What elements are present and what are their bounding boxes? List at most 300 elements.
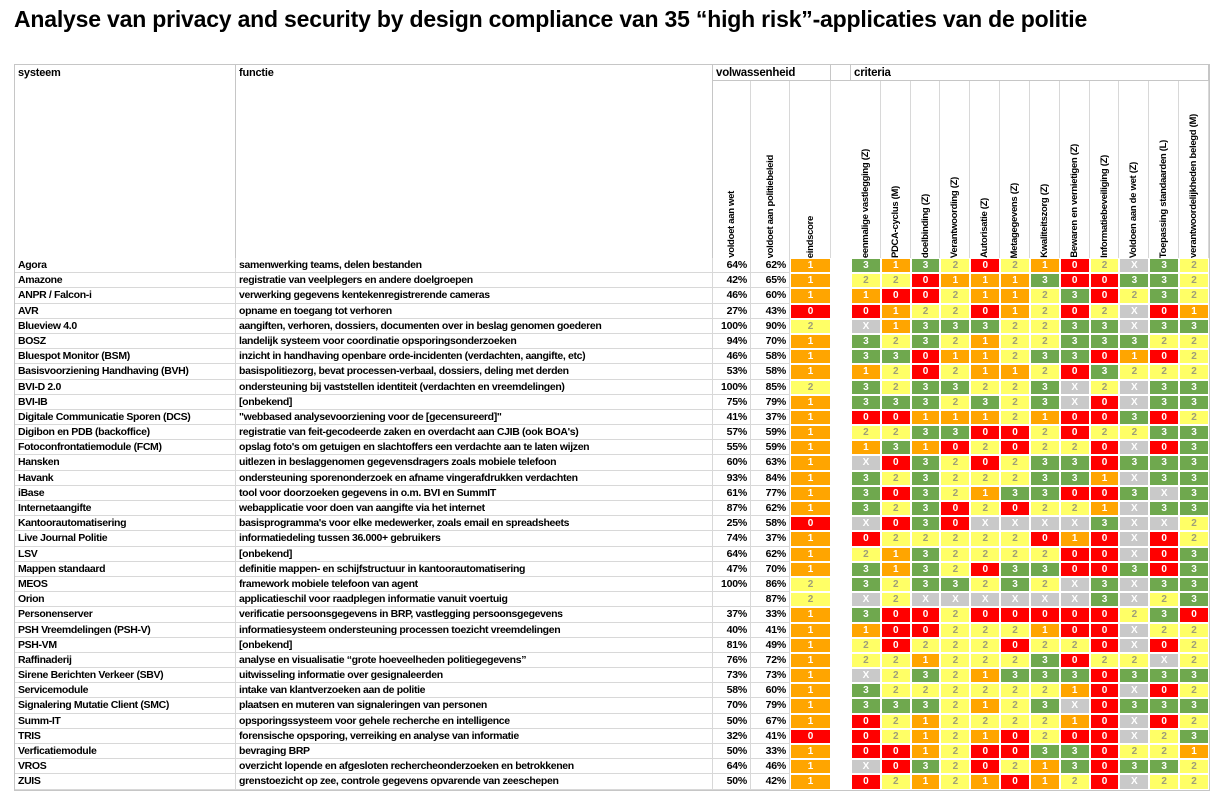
criteria-score-cell: 1 (970, 698, 1000, 713)
criteria-score-cell: 0 (851, 744, 881, 759)
criteria-score-cell: 0 (1090, 349, 1120, 364)
criteria-score-cell: 3 (1119, 273, 1149, 288)
criteria-score-cell: X (1149, 653, 1179, 668)
table-row (15, 531, 1209, 546)
criteria-score-cell: 2 (940, 471, 970, 486)
criteria-score-cell: 2 (1030, 714, 1060, 729)
voldoet-aan-politiebeleid-cell: 41% (751, 623, 790, 638)
criteria-score-cell: 2 (1030, 334, 1060, 349)
criteria-score-cell: 0 (970, 304, 1000, 319)
header-criterium-7 (1030, 81, 1060, 258)
systeem-cell: Hansken (15, 455, 236, 470)
criteria-score-cell: 0 (970, 562, 1000, 577)
criteria-score-cell: 2 (1000, 759, 1030, 774)
voldoet-aan-politiebeleid-cell: 62% (751, 547, 790, 562)
functie-cell: uitlezen in beslaggenomen gegevensdragers zoals mobiele telefoon (236, 455, 713, 470)
criteria-score-cell: X (1060, 577, 1090, 592)
gap-cell (831, 714, 851, 729)
criteria-score-cell: 2 (940, 653, 970, 668)
criteria-score-cell: 2 (1149, 774, 1179, 789)
criteria-score-cell: 2 (970, 683, 1000, 698)
criteria-score-cell: 2 (1179, 653, 1209, 668)
gap-cell (831, 319, 851, 334)
gap-cell (831, 759, 851, 774)
criteria-score-cell: 0 (1060, 547, 1090, 562)
criteria-score-cell: 0 (1000, 729, 1030, 744)
criteria-score-cell: 2 (851, 547, 881, 562)
criteria-score-cell: 0 (1060, 364, 1090, 379)
criteria-score-cell: 3 (1000, 668, 1030, 683)
criteria-score-cell: 2 (1149, 729, 1179, 744)
criteria-score-cell: 0 (1090, 774, 1120, 789)
criteria-score-cell: 3 (1119, 668, 1149, 683)
criteria-score-cell: 3 (1060, 471, 1090, 486)
criteria-score-cell: X (1119, 395, 1149, 410)
criteria-score-cell: 3 (1149, 319, 1179, 334)
criteria-score-cell: 2 (881, 273, 911, 288)
voldoet-aan-politiebeleid-cell: 90% (751, 319, 790, 334)
criteria-score-cell: 2 (970, 714, 1000, 729)
criteria-score-cell: 3 (1119, 698, 1149, 713)
table-row (15, 759, 1209, 774)
voldoet-aan-politiebeleid-cell: 42% (751, 774, 790, 789)
criteria-score-cell: 3 (1149, 698, 1179, 713)
voldoet-aan-wet-cell: 76% (713, 653, 751, 668)
criteria-score-cell: 0 (1030, 607, 1060, 622)
criteria-score-cell: 3 (851, 334, 881, 349)
criteria-score-cell: 2 (1000, 334, 1030, 349)
criteria-score-cell: 0 (1060, 425, 1090, 440)
criteria-score-cell: 2 (1060, 774, 1090, 789)
voldoet-aan-wet-cell: 50% (713, 774, 751, 789)
header-voldoet-aan-wet (713, 81, 751, 258)
criteria-score-cell: 1 (911, 410, 941, 425)
voldoet-aan-wet-cell: 70% (713, 698, 751, 713)
criteria-score-cell: X (1119, 304, 1149, 319)
criteria-score-cell: 1 (881, 319, 911, 334)
rotated-label: eindscore (804, 215, 816, 258)
criteria-score-cell: 3 (1119, 334, 1149, 349)
criteria-score-cell: 2 (1179, 774, 1209, 789)
criteria-score-cell: 2 (1149, 623, 1179, 638)
criteria-score-cell: 2 (970, 501, 1000, 516)
criteria-score-cell: 2 (911, 304, 941, 319)
criteria-score-cell: 1 (1000, 304, 1030, 319)
systeem-cell: ZUIS (15, 774, 236, 789)
functie-cell: ondersteuning sporenonderzoek en afname vingerafdrukken verdachten (236, 471, 713, 486)
criteria-score-cell: 0 (1090, 440, 1120, 455)
voldoet-aan-politiebeleid-cell: 43% (751, 304, 790, 319)
criteria-score-cell: 2 (1030, 364, 1060, 379)
criteria-score-cell: 3 (1090, 364, 1120, 379)
criteria-score-cell: 2 (1000, 698, 1030, 713)
voldoet-aan-wet-cell: 50% (713, 714, 751, 729)
eindscore-cell: 1 (790, 653, 831, 668)
gap-cell (831, 516, 851, 531)
criteria-score-cell: X (1030, 592, 1060, 607)
criteria-score-cell: 0 (1090, 759, 1120, 774)
criteria-score-cell: 3 (1090, 592, 1120, 607)
criteria-score-cell: 3 (1149, 273, 1179, 288)
criteria-score-cell: 0 (1000, 440, 1030, 455)
gap-cell (831, 501, 851, 516)
criteria-score-cell: 2 (1060, 440, 1090, 455)
gap-cell (831, 577, 851, 592)
table-row (15, 258, 1209, 273)
criteria-score-cell: 3 (1030, 668, 1060, 683)
criteria-score-cell: 2 (1000, 714, 1030, 729)
criteria-score-cell: 2 (1030, 440, 1060, 455)
functie-cell: overzicht lopende en afgesloten rechercheonderzoeken en betrokkenen (236, 759, 713, 774)
criteria-score-cell: 2 (940, 623, 970, 638)
criteria-score-cell: 2 (970, 547, 1000, 562)
systeem-cell: Raffinaderij (15, 653, 236, 668)
functie-cell: inzicht in handhaving openbare orde-incidenten (verdachten, aangifte, etc) (236, 349, 713, 364)
functie-cell: definitie mappen- en schijfstructuur in kantoorautomatisering (236, 562, 713, 577)
criteria-score-cell: 2 (1000, 547, 1030, 562)
voldoet-aan-politiebeleid-cell: 58% (751, 364, 790, 379)
eindscore-cell: 1 (790, 334, 831, 349)
criteria-score-cell: 2 (881, 729, 911, 744)
rotated-label: doelbinding (Z) (919, 193, 931, 258)
functie-cell: samenwerking teams, delen bestanden (236, 258, 713, 273)
table-row (15, 410, 1209, 425)
criteria-score-cell: 0 (851, 729, 881, 744)
criteria-score-cell: 1 (1060, 531, 1090, 546)
table-row (15, 668, 1209, 683)
voldoet-aan-wet-cell: 94% (713, 334, 751, 349)
header-group-volwassenheid (713, 65, 831, 258)
criteria-score-cell: 0 (881, 486, 911, 501)
criteria-score-cell: 2 (881, 471, 911, 486)
criteria-score-cell: 2 (1000, 455, 1030, 470)
criteria-score-cell: 2 (940, 486, 970, 501)
criteria-score-cell: 3 (1149, 471, 1179, 486)
eindscore-cell: 1 (790, 668, 831, 683)
criteria-score-cell: X (1119, 729, 1149, 744)
table-row (15, 547, 1209, 562)
criteria-score-cell: 3 (851, 380, 881, 395)
criteria-score-cell: 3 (911, 471, 941, 486)
criteria-score-cell: 1 (1030, 623, 1060, 638)
criteria-score-cell: 1 (970, 410, 1000, 425)
criteria-score-cell: 0 (970, 759, 1000, 774)
criteria-score-cell: 2 (1000, 395, 1030, 410)
criteria-score-cell: 3 (1149, 668, 1179, 683)
criteria-score-cell: 2 (881, 683, 911, 698)
criteria-score-cell: 3 (1060, 455, 1090, 470)
criteria-score-cell: 2 (881, 364, 911, 379)
systeem-cell: Agora (15, 258, 236, 273)
eindscore-cell: 2 (790, 592, 831, 607)
criteria-score-cell: 3 (1030, 653, 1060, 668)
criteria-score-cell: 3 (1030, 455, 1060, 470)
criteria-score-cell: X (1119, 471, 1149, 486)
criteria-score-cell: 0 (1090, 455, 1120, 470)
voldoet-aan-politiebeleid-cell: 85% (751, 380, 790, 395)
header-volwassenheid-label: volwassenheid (713, 65, 831, 81)
criteria-score-cell: 2 (911, 531, 941, 546)
criteria-score-cell: 2 (1000, 258, 1030, 273)
criteria-score-cell: X (1060, 380, 1090, 395)
criteria-score-cell: 1 (940, 410, 970, 425)
gap-label-cell (831, 65, 851, 81)
functie-cell: opname en toegang tot verhoren (236, 304, 713, 319)
criteria-score-cell: 3 (1149, 455, 1179, 470)
criteria-score-cell: 1 (881, 562, 911, 577)
header-functie: functie (236, 65, 713, 258)
criteria-score-cell: 3 (1179, 471, 1209, 486)
voldoet-aan-politiebeleid-cell: 60% (751, 288, 790, 303)
criteria-score-cell: 3 (881, 395, 911, 410)
criteria-score-cell: 2 (1179, 273, 1209, 288)
criteria-score-cell: 0 (1149, 531, 1179, 546)
eindscore-cell: 1 (790, 683, 831, 698)
header-criterium-6 (1000, 81, 1030, 258)
criteria-score-cell: 0 (1090, 683, 1120, 698)
systeem-cell: Internetaangifte (15, 501, 236, 516)
criteria-score-cell: 1 (1060, 683, 1090, 698)
criteria-score-cell: 2 (1030, 683, 1060, 698)
criteria-score-cell: 1 (1000, 288, 1030, 303)
criteria-score-cell: 2 (1179, 349, 1209, 364)
voldoet-aan-politiebeleid-cell: 67% (751, 714, 790, 729)
criteria-score-cell: 0 (911, 607, 941, 622)
criteria-score-cell: 3 (1030, 380, 1060, 395)
table-row (15, 683, 1209, 698)
criteria-score-cell: X (851, 455, 881, 470)
criteria-score-cell: X (1119, 714, 1149, 729)
criteria-score-cell: 2 (1119, 653, 1149, 668)
criteria-score-cell: 2 (851, 653, 881, 668)
criteria-score-cell: 3 (851, 258, 881, 273)
criteria-score-cell: 0 (1000, 425, 1030, 440)
criteria-score-cell: 1 (940, 273, 970, 288)
criteria-score-cell: 1 (911, 774, 941, 789)
table-row (15, 319, 1209, 334)
criteria-score-cell: 0 (881, 623, 911, 638)
criteria-score-cell: 2 (1030, 304, 1060, 319)
systeem-cell: Blueview 4.0 (15, 319, 236, 334)
functie-cell: aangiften, verhoren, dossiers, documenten over in beslag genomen goederen (236, 319, 713, 334)
criteria-score-cell: 0 (1179, 607, 1209, 622)
voldoet-aan-politiebeleid-cell: 59% (751, 425, 790, 440)
criteria-score-cell: 0 (1090, 410, 1120, 425)
criteria-score-cell: 2 (1179, 759, 1209, 774)
criteria-score-cell: 3 (911, 319, 941, 334)
gap-cell (831, 744, 851, 759)
criteria-score-cell: 3 (1060, 288, 1090, 303)
criteria-score-cell: 2 (1000, 653, 1030, 668)
criteria-score-cell: 1 (911, 440, 941, 455)
voldoet-aan-wet-cell: 46% (713, 349, 751, 364)
criteria-score-cell: 2 (970, 653, 1000, 668)
criteria-score-cell: 2 (1179, 638, 1209, 653)
gap-cell (831, 638, 851, 653)
rotated-label: Voldoen aan de wet (Z) (1128, 161, 1140, 258)
criteria-score-cell: 2 (1179, 714, 1209, 729)
criteria-score-cell: X (1119, 319, 1149, 334)
criteria-score-cell: 2 (940, 455, 970, 470)
gap-cell (831, 273, 851, 288)
voldoet-aan-wet-cell: 37% (713, 607, 751, 622)
criteria-score-cell: 2 (940, 334, 970, 349)
criteria-score-cell: 1 (970, 349, 1000, 364)
criteria-score-cell: 2 (940, 759, 970, 774)
criteria-score-cell: 1 (970, 288, 1000, 303)
criteria-score-cell: X (1119, 774, 1149, 789)
voldoet-aan-wet-cell: 57% (713, 425, 751, 440)
table-row (15, 516, 1209, 531)
criteria-score-cell: 3 (1030, 562, 1060, 577)
header-eindscore (790, 81, 831, 258)
criteria-score-cell: 2 (1000, 349, 1030, 364)
criteria-score-cell: 3 (851, 471, 881, 486)
gap-cell (831, 683, 851, 698)
eindscore-cell: 1 (790, 698, 831, 713)
voldoet-aan-politiebeleid-cell: 49% (751, 638, 790, 653)
functie-cell: applicatieschil voor raadplegen informatie vanuit voertuig (236, 592, 713, 607)
criteria-score-cell: 2 (970, 531, 1000, 546)
criteria-score-cell: 1 (851, 364, 881, 379)
criteria-score-cell: 0 (1090, 562, 1120, 577)
criteria-score-cell: 0 (1060, 486, 1090, 501)
voldoet-aan-wet-cell: 64% (713, 258, 751, 273)
criteria-score-cell: 2 (1149, 744, 1179, 759)
criteria-score-cell: X (1119, 683, 1149, 698)
systeem-cell: MEOS (15, 577, 236, 592)
eindscore-cell: 1 (790, 774, 831, 789)
voldoet-aan-wet-cell: 40% (713, 623, 751, 638)
voldoet-aan-wet-cell: 61% (713, 486, 751, 501)
eindscore-cell: 1 (790, 547, 831, 562)
voldoet-aan-politiebeleid-cell: 79% (751, 395, 790, 410)
table-row (15, 395, 1209, 410)
criteria-score-cell: 3 (1149, 577, 1179, 592)
criteria-score-cell: 2 (1030, 425, 1060, 440)
criteria-score-cell: 0 (1060, 304, 1090, 319)
criteria-score-cell: 0 (881, 410, 911, 425)
criteria-score-cell: 0 (970, 258, 1000, 273)
functie-cell: "webbased analysevoorziening voor de [gecensureerd]" (236, 410, 713, 425)
gap-cell (831, 471, 851, 486)
criteria-score-cell: 1 (911, 729, 941, 744)
functie-cell: opslag foto's om getuigen en slachtoffers een verdachte aan te laten wijzen (236, 440, 713, 455)
criteria-score-cell: 0 (881, 638, 911, 653)
criteria-score-cell: 0 (1060, 729, 1090, 744)
table-row (15, 425, 1209, 440)
criteria-score-cell: 3 (940, 577, 970, 592)
table-row (15, 729, 1209, 744)
criteria-score-cell: X (1119, 380, 1149, 395)
voldoet-aan-wet-cell: 58% (713, 683, 751, 698)
functie-cell: ondersteuning bij vaststellen identiteit (verdachten en vreemdelingen) (236, 380, 713, 395)
criteria-score-cell: 2 (881, 668, 911, 683)
functie-cell: grenstoezicht op zee, controle gegevens opvarende van zeeschepen (236, 774, 713, 789)
voldoet-aan-wet-cell: 50% (713, 744, 751, 759)
eindscore-cell: 2 (790, 380, 831, 395)
criteria-score-cell: 1 (970, 729, 1000, 744)
criteria-score-cell: 2 (970, 638, 1000, 653)
functie-cell: informatiedeling tussen 36.000+ gebruikers (236, 531, 713, 546)
criteria-score-cell: 3 (1179, 668, 1209, 683)
criteria-score-cell: 0 (911, 288, 941, 303)
voldoet-aan-politiebeleid-cell: 87% (751, 592, 790, 607)
criteria-score-cell: 2 (940, 668, 970, 683)
criteria-score-cell: 2 (1149, 592, 1179, 607)
criteria-score-cell: 2 (940, 395, 970, 410)
criteria-score-cell: X (970, 592, 1000, 607)
criteria-score-cell: 2 (1060, 501, 1090, 516)
criteria-score-cell: 2 (881, 774, 911, 789)
criteria-score-cell: 2 (1000, 380, 1030, 395)
criteria-score-cell: 2 (881, 653, 911, 668)
criteria-score-cell: 3 (1000, 577, 1030, 592)
functie-cell: opsporingssysteem voor gehele recherche en intelligence (236, 714, 713, 729)
criteria-score-cell: X (940, 592, 970, 607)
criteria-score-cell: 2 (851, 425, 881, 440)
criteria-score-cell: 3 (1179, 547, 1209, 562)
systeem-cell: PSH Vreemdelingen (PSH-V) (15, 623, 236, 638)
criteria-score-cell: 2 (940, 729, 970, 744)
criteria-score-cell: 1 (940, 349, 970, 364)
criteria-score-cell: 0 (1149, 638, 1179, 653)
gap-cell (831, 592, 851, 607)
rotated-label: Metagegevens (Z) (1009, 182, 1021, 258)
criteria-score-cell: 0 (1149, 410, 1179, 425)
voldoet-aan-politiebeleid-cell: 59% (751, 440, 790, 455)
criteria-score-cell: 1 (911, 744, 941, 759)
criteria-score-cell: 2 (1149, 364, 1179, 379)
criteria-score-cell: 3 (1119, 759, 1149, 774)
table-row (15, 486, 1209, 501)
criteria-score-cell: 0 (881, 455, 911, 470)
criteria-score-cell: 2 (1090, 304, 1120, 319)
criteria-score-cell: 1 (970, 774, 1000, 789)
criteria-score-cell: 2 (970, 471, 1000, 486)
eindscore-cell: 1 (790, 623, 831, 638)
voldoet-aan-politiebeleid-cell: 33% (751, 744, 790, 759)
criteria-score-cell: 1 (1030, 759, 1060, 774)
systeem-cell: TRIS (15, 729, 236, 744)
criteria-score-cell: 3 (851, 349, 881, 364)
criteria-score-cell: 2 (881, 714, 911, 729)
criteria-score-cell: 3 (911, 380, 941, 395)
header-systeem: systeem (15, 65, 236, 258)
eindscore-cell: 1 (790, 410, 831, 425)
gap-cell (831, 258, 851, 273)
criteria-score-cell: 3 (851, 562, 881, 577)
table-row (15, 698, 1209, 713)
criteria-score-cell: 3 (851, 698, 881, 713)
criteria-score-cell: 3 (911, 425, 941, 440)
table-row (15, 562, 1209, 577)
header-criterium-4 (940, 81, 970, 258)
criteria-score-cell: 2 (1119, 425, 1149, 440)
table-body (15, 258, 1209, 790)
systeem-cell: BVI-D 2.0 (15, 380, 236, 395)
header-criterium-3 (911, 81, 941, 258)
gap-cell (831, 486, 851, 501)
criteria-score-cell: 2 (940, 744, 970, 759)
criteria-score-cell: 2 (1179, 288, 1209, 303)
systeem-cell: Verficatiemodule (15, 744, 236, 759)
criteria-score-cell: 2 (881, 592, 911, 607)
criteria-score-cell: 3 (1179, 380, 1209, 395)
functie-cell: [onbekend] (236, 638, 713, 653)
criteria-score-cell: 3 (1179, 455, 1209, 470)
functie-cell: analyse en visualisatie “grote hoeveelheden politiegegevens” (236, 653, 713, 668)
